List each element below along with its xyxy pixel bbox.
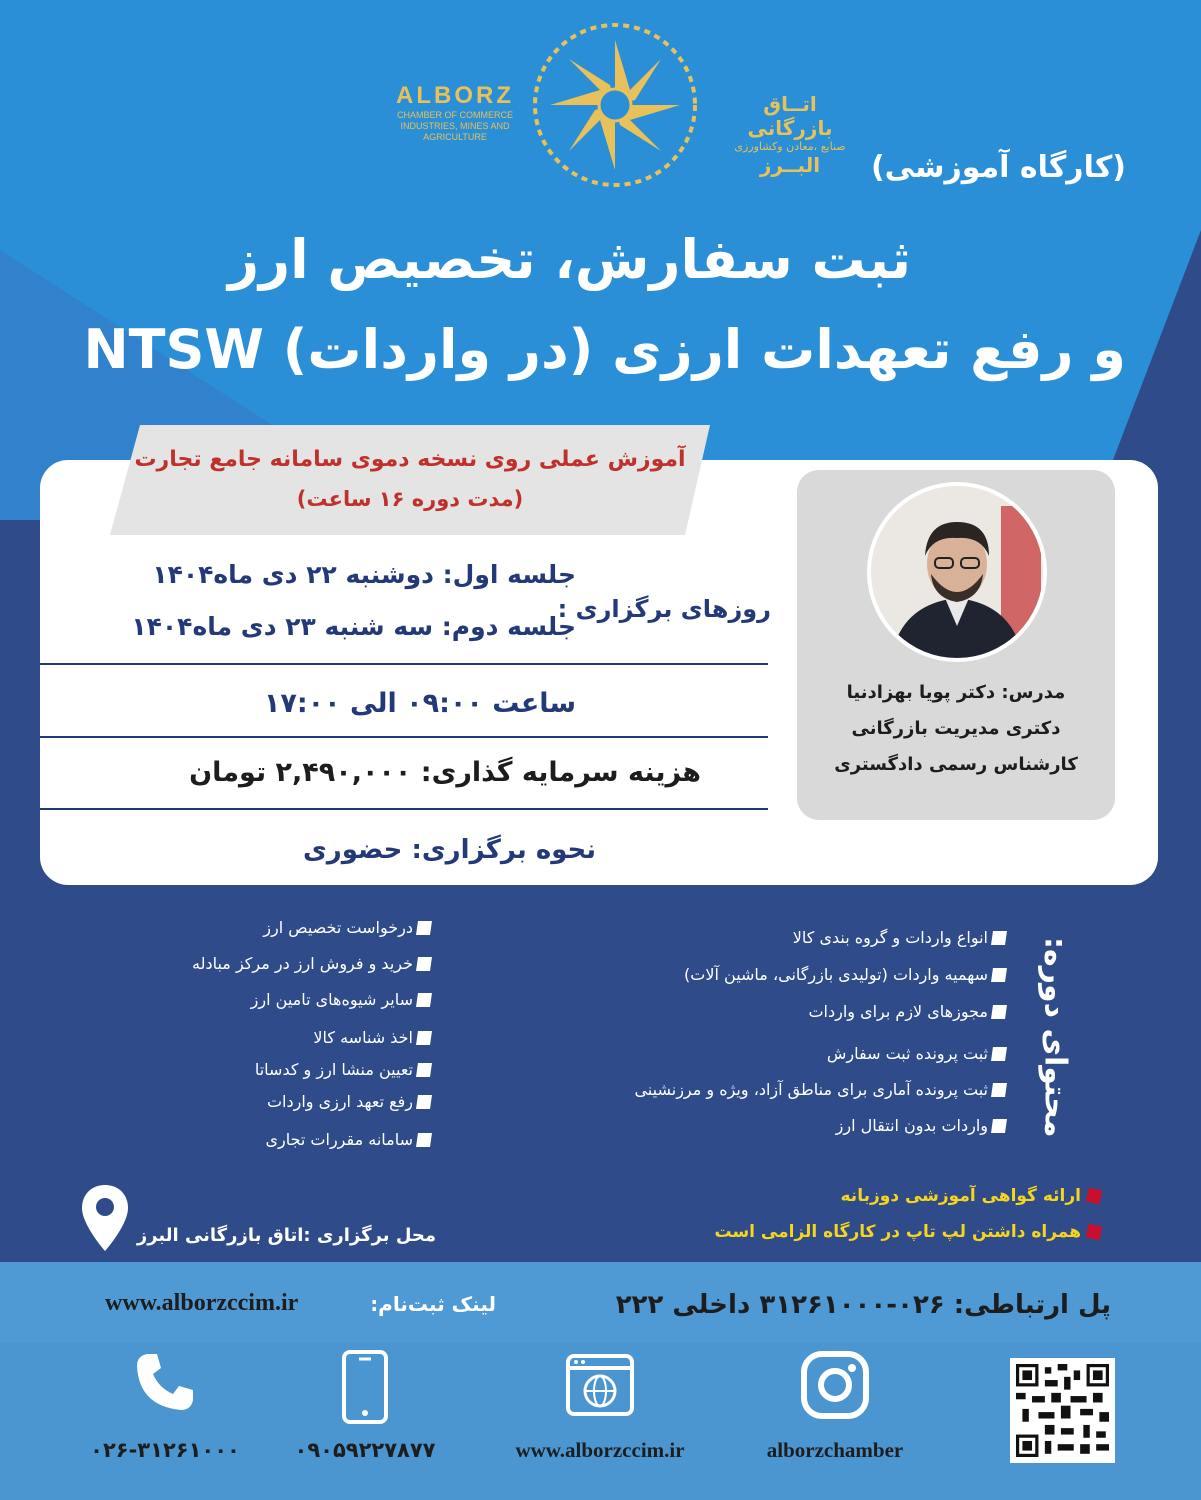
demo-banner (110, 425, 710, 535)
notes-section (0, 1165, 1201, 1261)
bullet-icon (991, 1083, 1007, 1097)
logo-en-name: ALBORZ (396, 82, 514, 109)
bullet-icon (416, 1063, 432, 1077)
session-2: جلسه دوم: سه شنبه ۲۳ دی ماه۱۴۰۴ (131, 612, 576, 641)
register-link[interactable]: www.alborzccim.ir (105, 1290, 299, 1316)
list-item: ثبت پرونده آماری برای مناطق آزاد، ویژه و مرزنشینی (634, 1080, 1006, 1099)
instagram-icon (800, 1350, 870, 1420)
list-item: سهمیه واردات (تولیدی بازرگانی، ماشین آلات) (684, 965, 1006, 984)
instagram-contact[interactable] (735, 1350, 935, 1490)
workshop-tag: (کارگاه آموزشی) (870, 150, 1126, 185)
list-item: درخواست تخصیص ارز (263, 918, 431, 937)
list-item: ثبت پرونده ثبت سفارش (827, 1044, 1006, 1063)
teacher-portrait-icon (871, 486, 1043, 658)
landline-number: ۰۲۶-۳۱۲۶۱۰۰۰ (90, 1438, 240, 1462)
teacher-name: مدرس: دکتر پویا بهزادنیا (846, 682, 1066, 703)
instagram-handle: alborzchamber (766, 1438, 904, 1462)
teacher-photo (867, 482, 1047, 662)
mobile-phone-icon (340, 1350, 390, 1424)
list-item: اخذ شناسه کالا (313, 1028, 431, 1047)
logo-persian-text (720, 92, 860, 177)
teacher-role: کارشناس رسمی دادگستری (834, 754, 1078, 775)
banner-line2: (مدت دوره ۱۶ ساعت) (296, 487, 524, 511)
session-days-label: روزهای برگزاری : (557, 595, 771, 623)
list-item: رفع تعهد ارزی واردات (267, 1092, 431, 1111)
cost: هزینه سرمایه گذاری: ۲,۴۹۰,۰۰۰ تومان (189, 757, 701, 788)
register-label: لینک ثبت‌نام: (370, 1292, 496, 1316)
list-item: تعیین منشا ارز و کدساتا (255, 1060, 431, 1079)
bullet-icon (416, 1095, 432, 1109)
website-url: www.alborzccim.ir (515, 1438, 685, 1462)
list-item: سایر شیوه‌های تامین ارز (251, 990, 431, 1009)
bullet-icon (416, 993, 432, 1007)
note-laptop: همراه داشتن لپ تاپ در کارگاه الزامی است (714, 1222, 1101, 1242)
bullet-icon (991, 931, 1007, 945)
teacher-degree: دکتری مدیریت بازرگانی (851, 718, 1061, 739)
telephone-icon (133, 1350, 197, 1414)
teacher-info (797, 675, 1115, 783)
note-certificate: ارائه گواهی آموزشی دوزبانه (841, 1186, 1102, 1206)
list-item: واردات بدون انتقال ارز (836, 1116, 1006, 1135)
divider (40, 808, 768, 810)
content-list-right (506, 928, 1006, 1148)
website-contact[interactable] (500, 1350, 700, 1490)
teacher-panel (797, 470, 1115, 820)
bullet-icon (991, 1047, 1007, 1061)
logo-fa-line3: البــرز (759, 153, 821, 177)
mobile-number: ۰۹۰۵۹۲۲۷۸۷۷ (294, 1438, 436, 1462)
session-hours: ساعت ۰۹:۰۰ الی ۱۷:۰۰ (263, 688, 576, 719)
chamber-logo (380, 20, 860, 177)
logo-fa-line2: صنایع ،معادن وکشاورزی (734, 140, 846, 153)
browser-globe-icon (565, 1350, 635, 1420)
bullet-icon (416, 1133, 432, 1147)
logo-en-line1: CHAMBER OF COMMERCE (396, 110, 513, 120)
banner-line1: آموزش عملی روی نسخه دموی سامانه جامع تجارت (134, 447, 686, 472)
red-bullet-icon (1086, 1224, 1103, 1241)
chamber-emblem-icon (530, 20, 700, 190)
venue: محل برگزاری :اتاق بازرگانی البرز (136, 1225, 436, 1246)
bullet-icon (991, 968, 1007, 982)
divider (40, 663, 768, 665)
bullet-icon (416, 1031, 432, 1045)
bullet-icon (416, 921, 432, 935)
main-phone: پل ارتباطی: ۰۲۶-۳۱۲۶۱۰۰۰ داخلی ۲۲۲ (615, 1290, 1111, 1320)
list-item: سامانه مقررات تجاری (265, 1130, 431, 1149)
logo-english-text (380, 82, 530, 143)
qr-code-icon[interactable] (1010, 1358, 1115, 1463)
bullet-icon (991, 1119, 1007, 1133)
attendance-mode: نحوه برگزاری: حضوری (302, 835, 596, 865)
location-pin-icon (80, 1183, 130, 1253)
logo-en-line2: INDUSTRIES, MINES AND AGRICULTURE (400, 121, 510, 142)
session-1: جلسه اول: دوشنبه ۲۲ دی ماه۱۴۰۴ (152, 560, 576, 589)
red-bullet-icon (1086, 1188, 1103, 1205)
content-list-left (101, 918, 431, 1158)
list-item: مجوزهای لازم برای واردات (808, 1002, 1006, 1021)
bullet-icon (991, 1005, 1007, 1019)
divider (40, 736, 768, 738)
bullet-icon (416, 957, 432, 971)
list-item: انواع واردات و گروه بندی کالا (793, 928, 1006, 947)
logo-fa-line1: اتــاق بازرگانی (747, 92, 833, 140)
page-title-line1: ثبت سفارش، تخصیص ارز (227, 228, 911, 291)
mobile-contact[interactable] (265, 1350, 465, 1490)
course-content-title: محتوای دوره: (1037, 937, 1073, 1138)
phone-contact[interactable] (65, 1350, 265, 1490)
page-title-line2: و رفع تعهدات ارزی (در واردات) NTSW (83, 318, 1126, 381)
list-item: خرید و فروش ارز در مرکز مبادله (192, 954, 431, 973)
